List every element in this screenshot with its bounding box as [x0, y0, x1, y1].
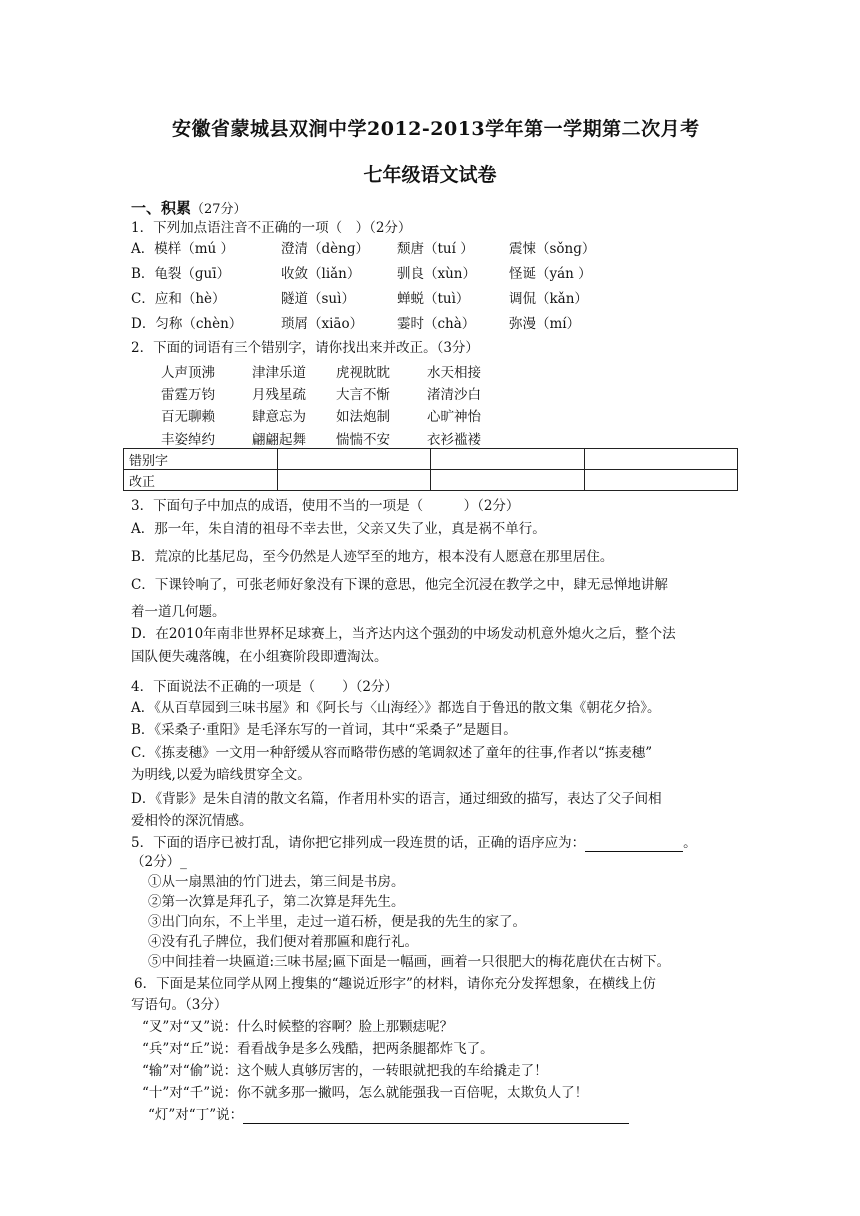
q2-word: 百无聊赖: [161, 409, 215, 425]
q2-word: 如法炮制: [336, 409, 390, 425]
q2-word: 津津乐道: [252, 365, 306, 381]
q6-answer-line: [148, 1106, 629, 1124]
q4-stem: 4．下面说法不正确的一项是（ ）（2分）: [131, 679, 398, 695]
q1-option-item: A．模样（mú ）: [131, 241, 235, 257]
q2-answer-table: [123, 448, 738, 491]
q2-word: 心旷神怡: [427, 409, 481, 425]
q2-word: 雷霆万钧: [161, 387, 215, 403]
answer-cell[interactable]: [277, 470, 431, 491]
q1-stem: 1．下列加点语注音不正确的一项（ ）（2分）: [131, 220, 412, 236]
q1-option-item: 霎时（chà）: [397, 316, 476, 332]
q3-option-a: A．那一年，朱自清的祖母不幸去世，父亲又失了业，真是祸不单行。: [131, 521, 546, 537]
q1-option-item: 调侃（kǎn）: [509, 291, 588, 307]
q5-item-3: ③出门向东，不上半里，走过一道石桥，便是我的先生的家了。: [148, 914, 526, 930]
q3-option-c-line1: C．下课铃响了，可张老师好象没有下课的意思，他完全沉浸在教学之中，肆无忌惮地讲解: [131, 577, 668, 593]
q5-item-2: ②第一次算是拜孔子，第二次算是拜先生。: [148, 894, 405, 910]
q3-option-d-line1: D．在2010年南非世界杯足球赛上，当齐达内这个强劲的中场发动机意外熄火之后，整个法: [131, 626, 676, 642]
exam-title-line1: 安徽省蒙城县双涧中学2012-2013学年第一学期第二次月考: [172, 118, 700, 140]
q1-option-row: [131, 287, 771, 305]
q2-word: 衣衫褴褛: [427, 432, 481, 448]
section-points: （27分）: [191, 202, 247, 217]
q2-word: 人声顶沸: [161, 365, 215, 381]
q2-word: 大言不惭: [336, 387, 390, 403]
q1-option-item: C．应和（hè）: [131, 291, 226, 307]
answer-cell[interactable]: [584, 449, 738, 470]
q4-option-b: B．《采桑子·重阳》是毛泽东写的一首词，其中“采桑子”是题目。: [131, 722, 517, 738]
q5-item-4: ④没有孔子牌位，我们便对着那匾和鹿行礼。: [148, 934, 418, 950]
exam-title-line2: 七年级语文试卷: [363, 164, 497, 186]
q2-stem: 2．下面的词语有三个错别字，请你找出来并改正。（3分）: [131, 340, 479, 356]
q4-option-c-line1: C．《拣麦穗》一文用一种舒缓从容而略带伤感的笔调叙述了童年的往事,作者以“拣麦穗”: [131, 745, 653, 761]
q5-stem-end: 。: [683, 835, 697, 851]
answer-cell[interactable]: [431, 449, 585, 470]
table-row: [124, 449, 738, 470]
q1-option-item: 蝉蜕（tuì）: [397, 291, 470, 307]
q1-option-item: 怪诞（yán ）: [509, 266, 592, 282]
q1-option-item: 琐屑（xiāo）: [281, 316, 364, 332]
q5-answer-blank[interactable]: [585, 836, 683, 852]
q2-word: 虎视眈眈: [336, 365, 390, 381]
q4-option-d-line2: 爱相怜的深沉情感。: [131, 813, 253, 829]
q5-item-1: ①从一扇黑油的竹门进去，第三间是书房。: [148, 874, 405, 890]
table-label-correct: 改正: [124, 470, 278, 491]
q1-option-item: 颓唐（tuí ）: [397, 241, 474, 257]
q2-word: 肆意忘为: [252, 409, 306, 425]
q2-word: 丰姿绰约: [161, 432, 215, 448]
q5-item-5: ⑤中间挂着一块匾道:三味书屋;匾下面是一幅画，画着一只很肥大的梅花鹿伏在古树下。: [148, 954, 671, 970]
answer-cell[interactable]: [277, 449, 431, 470]
q1-option-item: 驯良（xùn）: [397, 266, 477, 282]
q6-answer-prefix: “灯”对“丁”说：: [148, 1107, 244, 1123]
answer-cell[interactable]: [431, 470, 585, 491]
section-heading: [131, 197, 247, 218]
q3-stem: 3．下面句子中加点的成语，使用不当的一项是（ ）（2分）: [131, 498, 520, 514]
q1-option-item: 弥漫（mí）: [509, 316, 581, 332]
q6-answer-blank[interactable]: [243, 1108, 629, 1124]
q5-stem-line: [131, 834, 697, 852]
q4-option-c-line2: 为明线,以爱为暗线贯穿全文。: [131, 767, 311, 783]
q1-option-row: [131, 312, 771, 330]
q4-option-a: A．《从百草园到三味书屋》和《阿长与〈山海经〉》都选自于鲁迅的散文集《朝花夕拾》。: [131, 700, 661, 716]
table-label-wrong: 错别字: [124, 449, 278, 470]
section-label: 一、积累: [131, 199, 192, 217]
q3-option-c-line2: 着一道几何题。: [131, 604, 226, 620]
q1-option-item: B．龟裂（ɡuī）: [131, 266, 231, 282]
answer-cell[interactable]: [584, 470, 738, 491]
q1-option-row: [131, 262, 771, 280]
q6-stem-line2: 写语句。（3分）: [131, 997, 228, 1013]
q3-option-b: B．荒凉的比基尼岛，至今仍然是人迹罕至的地方，根本没有人愿意在那里居住。: [131, 549, 614, 565]
q2-word: 翩翩起舞: [252, 432, 306, 448]
q1-option-row: [131, 237, 771, 255]
q6-stem-line1: 6．下面是某位同学从网上搜集的“趣说近形字”的材料，请你充分发挥想象，在横线上仿: [134, 976, 656, 992]
q6-example-4: “十”对“千”说：你不就多那一撇吗，怎么就能强我一百倍呢，太欺负人了！: [142, 1085, 589, 1101]
q1-option-item: 澄清（dènɡ）: [281, 241, 369, 257]
q6-example-1: “叉”对“又”说：什么时候整的容啊？脸上那颗痣呢？: [142, 1019, 454, 1035]
q2-word: 渚清沙白: [427, 387, 481, 403]
q6-example-2: “兵”对“丘”说：看看战争是多么残酷，把两条腿都炸飞了。: [142, 1041, 494, 1057]
q2-word: 月残星疏: [252, 387, 306, 403]
q5-stem: 5．下面的语序已被打乱，请你把它排列成一段连贯的话，正确的语序应为：: [131, 835, 586, 851]
q6-example-3: “输”对“偷”说：这个贼人真够厉害的，一转眼就把我的车给撬走了！: [142, 1063, 548, 1079]
q1-option-item: D．匀称（chèn）: [131, 316, 243, 332]
q1-option-item: 隧道（suì）: [281, 291, 355, 307]
q3-option-d-line2: 国队便失魂落魄，在小组赛阶段即遭淘汰。: [131, 649, 388, 665]
q2-word: 惴惴不安: [336, 432, 390, 448]
q1-option-item: 收敛（liǎn）: [281, 266, 361, 282]
q5-points: （2分）_: [131, 854, 187, 870]
q1-option-item: 震悚（sǒnɡ）: [509, 241, 596, 257]
table-row: [124, 470, 738, 491]
q2-word: 水天相接: [427, 365, 481, 381]
q4-option-d-line1: D．《背影》是朱自清的散文名篇，作者用朴实的语言，通过细致的描写，表达了父子间相: [131, 791, 662, 807]
